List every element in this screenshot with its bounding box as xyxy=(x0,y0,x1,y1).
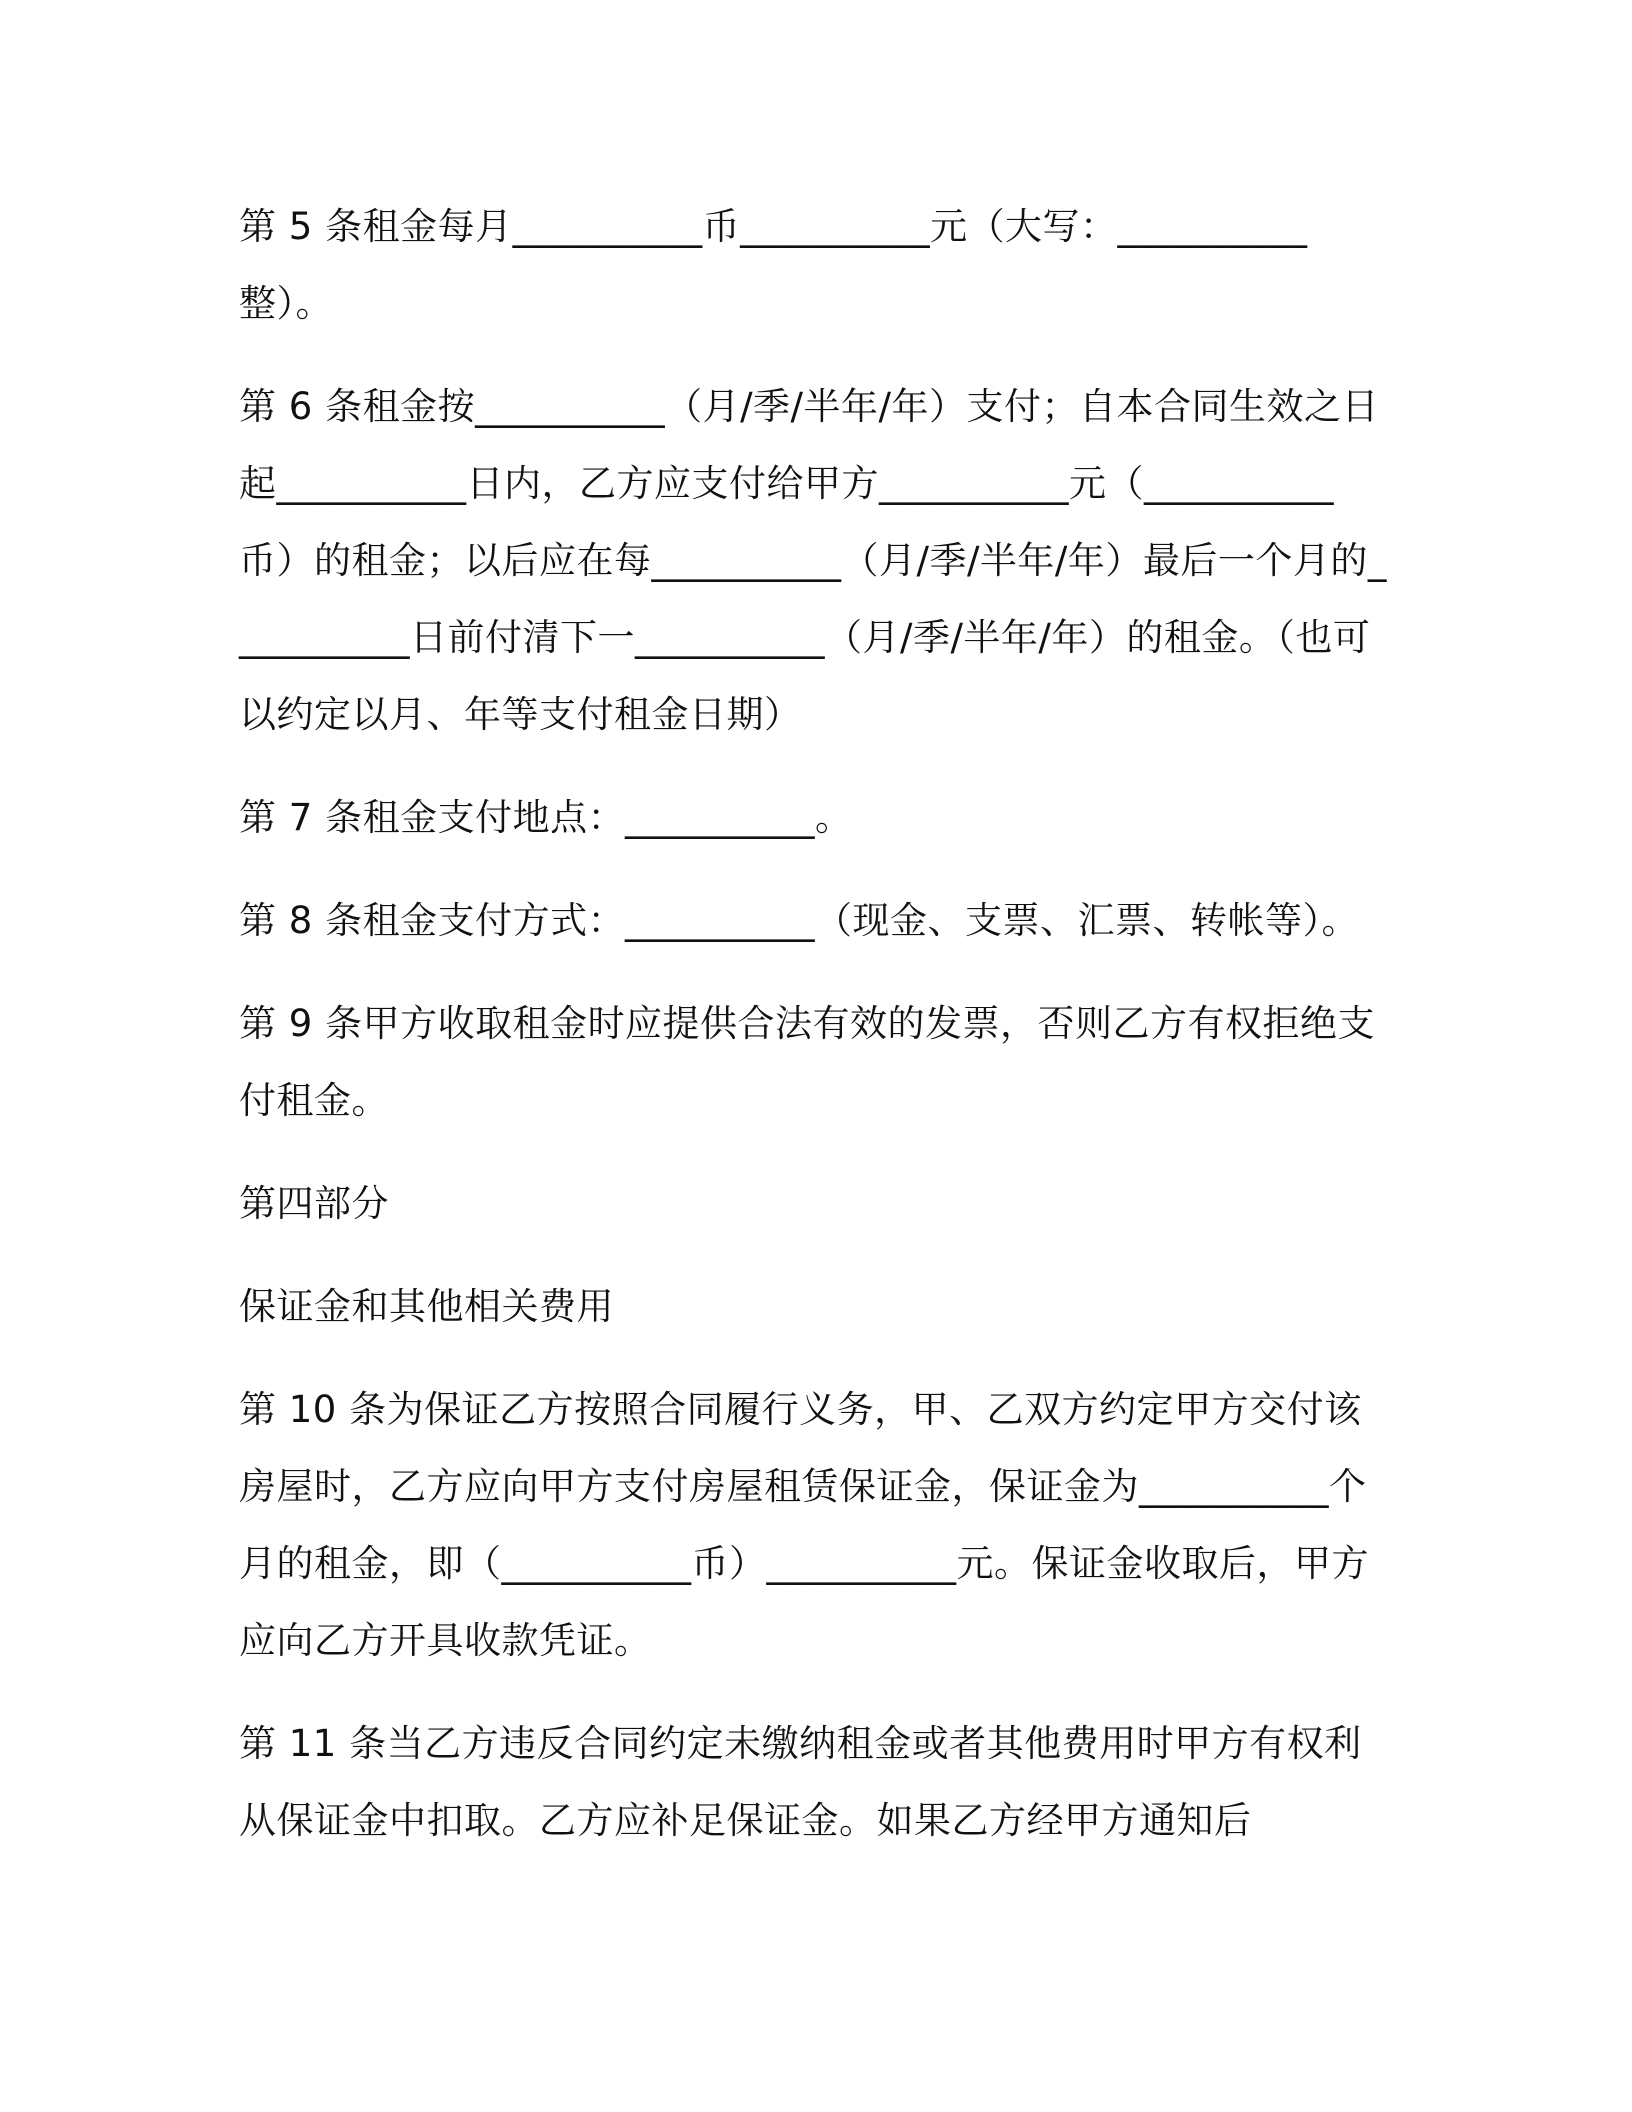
article-6-paragraph: 第 6 条租金按__________（月/季/半年/年）支付；自本合同生效之日起__________日内，乙方应支付给甲方__________元（__________币）的租金；以后应在每__________（月/季/半年/年）最后一个月的__________日前付清下一__________（月/季/半年/年）的租金。（也可以约定以月、年等支付租金日期） xyxy=(239,385,1387,736)
document-body xyxy=(239,188,1389,1885)
article-9-paragraph: 第 9 条甲方收取租金时应提供合法有效的发票，否则乙方有权拒绝支付租金。 xyxy=(239,1002,1376,1122)
section-title: 保证金和其他相关费用 xyxy=(239,1285,614,1328)
article-5-paragraph: 第 5 条租金每月__________币__________元（大写：__________整）。 xyxy=(239,205,1308,325)
article-10-paragraph: 第 10 条为保证乙方按照合同履行义务，甲、乙双方约定甲方交付该房屋时，乙方应向甲方支付房屋租赁保证金，保证金为__________个月的租金，即（__________币）__________元。保证金收取后，甲方应向乙方开具收款凭证。 xyxy=(239,1388,1369,1662)
article-8-paragraph: 第 8 条租金支付方式：__________（现金、支票、汇票、转帐等）。 xyxy=(239,899,1360,942)
article-7-paragraph: 第 7 条租金支付地点：__________。 xyxy=(239,796,853,839)
article-11-paragraph: 第 11 条当乙方违反合同约定未缴纳租金或者其他费用时甲方有权利从保证金中扣取。乙方应补足保证金。如果乙方经甲方通知后 xyxy=(239,1722,1362,1842)
part-four-heading: 第四部分 xyxy=(239,1182,389,1225)
